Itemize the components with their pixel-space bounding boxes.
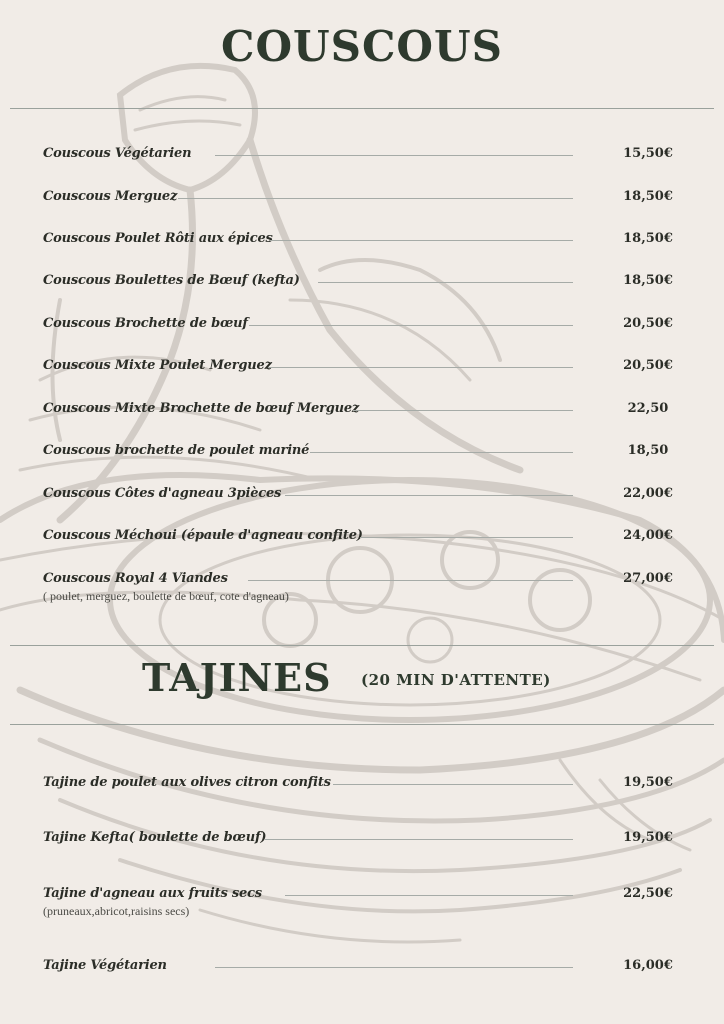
menu-item <box>0 486 724 526</box>
leader-line <box>265 839 573 840</box>
leader-line <box>285 495 573 496</box>
menu-item <box>0 775 724 815</box>
menu-item <box>0 830 724 870</box>
item-name: Tajine Végétarien <box>43 958 167 973</box>
couscous-heading: COUSCOUS <box>221 22 503 71</box>
item-price: 24,00€ <box>623 528 673 543</box>
divider <box>10 724 714 725</box>
item-name: Couscous Royal 4 Viandes <box>43 571 228 586</box>
leader-line <box>353 410 573 411</box>
item-price: 22,50 <box>627 401 669 416</box>
menu-item <box>0 231 724 271</box>
menu-item <box>0 189 724 229</box>
tajines-heading: TAJINES <box>142 655 332 700</box>
leader-line <box>215 967 573 968</box>
item-name: Couscous Boulettes de Bœuf (kefta) <box>43 273 300 288</box>
item-price: 18,50 <box>627 443 669 458</box>
item-name: Couscous Brochette de bœuf <box>43 316 248 331</box>
menu-item <box>0 528 724 568</box>
item-description: (pruneaux,abricot,raisins secs) <box>43 904 190 918</box>
leader-line <box>178 198 573 199</box>
leader-line <box>310 452 573 453</box>
leader-line <box>215 155 573 156</box>
wait-time-note: (20 MIN D'ATTENTE) <box>361 671 551 689</box>
menu-item <box>0 886 724 926</box>
leader-line <box>333 784 573 785</box>
item-name: Couscous Poulet Rôti aux épices <box>43 231 273 246</box>
item-price: 18,50€ <box>623 273 673 288</box>
divider <box>10 645 714 646</box>
menu-item <box>0 273 724 313</box>
leader-line <box>270 240 573 241</box>
item-price: 22,00€ <box>623 486 673 501</box>
item-name: Tajine de poulet aux olives citron confits <box>43 775 331 790</box>
menu-item <box>0 401 724 441</box>
menu-item <box>0 316 724 356</box>
item-description: ( poulet, merguez, boulette de bœuf, cote d'agneau) <box>43 589 289 603</box>
leader-line <box>268 367 573 368</box>
item-name: Couscous Méchoui (épaule d'agneau confite) <box>43 528 363 543</box>
item-price: 15,50€ <box>623 146 673 161</box>
leader-line <box>249 325 573 326</box>
item-price: 19,50€ <box>623 775 673 790</box>
item-price: 22,50€ <box>623 886 673 901</box>
item-name: Couscous brochette de poulet mariné <box>43 443 310 458</box>
item-price: 16,00€ <box>623 958 673 973</box>
menu-item <box>0 958 724 998</box>
item-price: 20,50€ <box>623 358 673 373</box>
item-name: Tajine Kefta( boulette de bœuf) <box>43 830 267 845</box>
item-name: Couscous Mixte Poulet Merguez <box>43 358 272 373</box>
menu-item <box>0 358 724 398</box>
item-name: Couscous Mixte Brochette de bœuf Merguez <box>43 401 360 416</box>
leader-line <box>248 580 573 581</box>
item-name: Tajine d'agneau aux fruits secs <box>43 886 262 901</box>
leader-line <box>360 537 573 538</box>
item-name: Couscous Côtes d'agneau 3pièces <box>43 486 282 501</box>
item-price: 27,00€ <box>623 571 673 586</box>
item-price: 19,50€ <box>623 830 673 845</box>
divider <box>10 108 714 109</box>
item-price: 18,50€ <box>623 189 673 204</box>
item-price: 20,50€ <box>623 316 673 331</box>
item-name: Couscous Merguez <box>43 189 178 204</box>
leader-line <box>318 282 573 283</box>
menu-item <box>0 571 724 611</box>
leader-line <box>285 895 573 896</box>
menu-item <box>0 443 724 483</box>
item-name: Couscous Végétarien <box>43 146 192 161</box>
menu-item <box>0 146 724 186</box>
item-price: 18,50€ <box>623 231 673 246</box>
